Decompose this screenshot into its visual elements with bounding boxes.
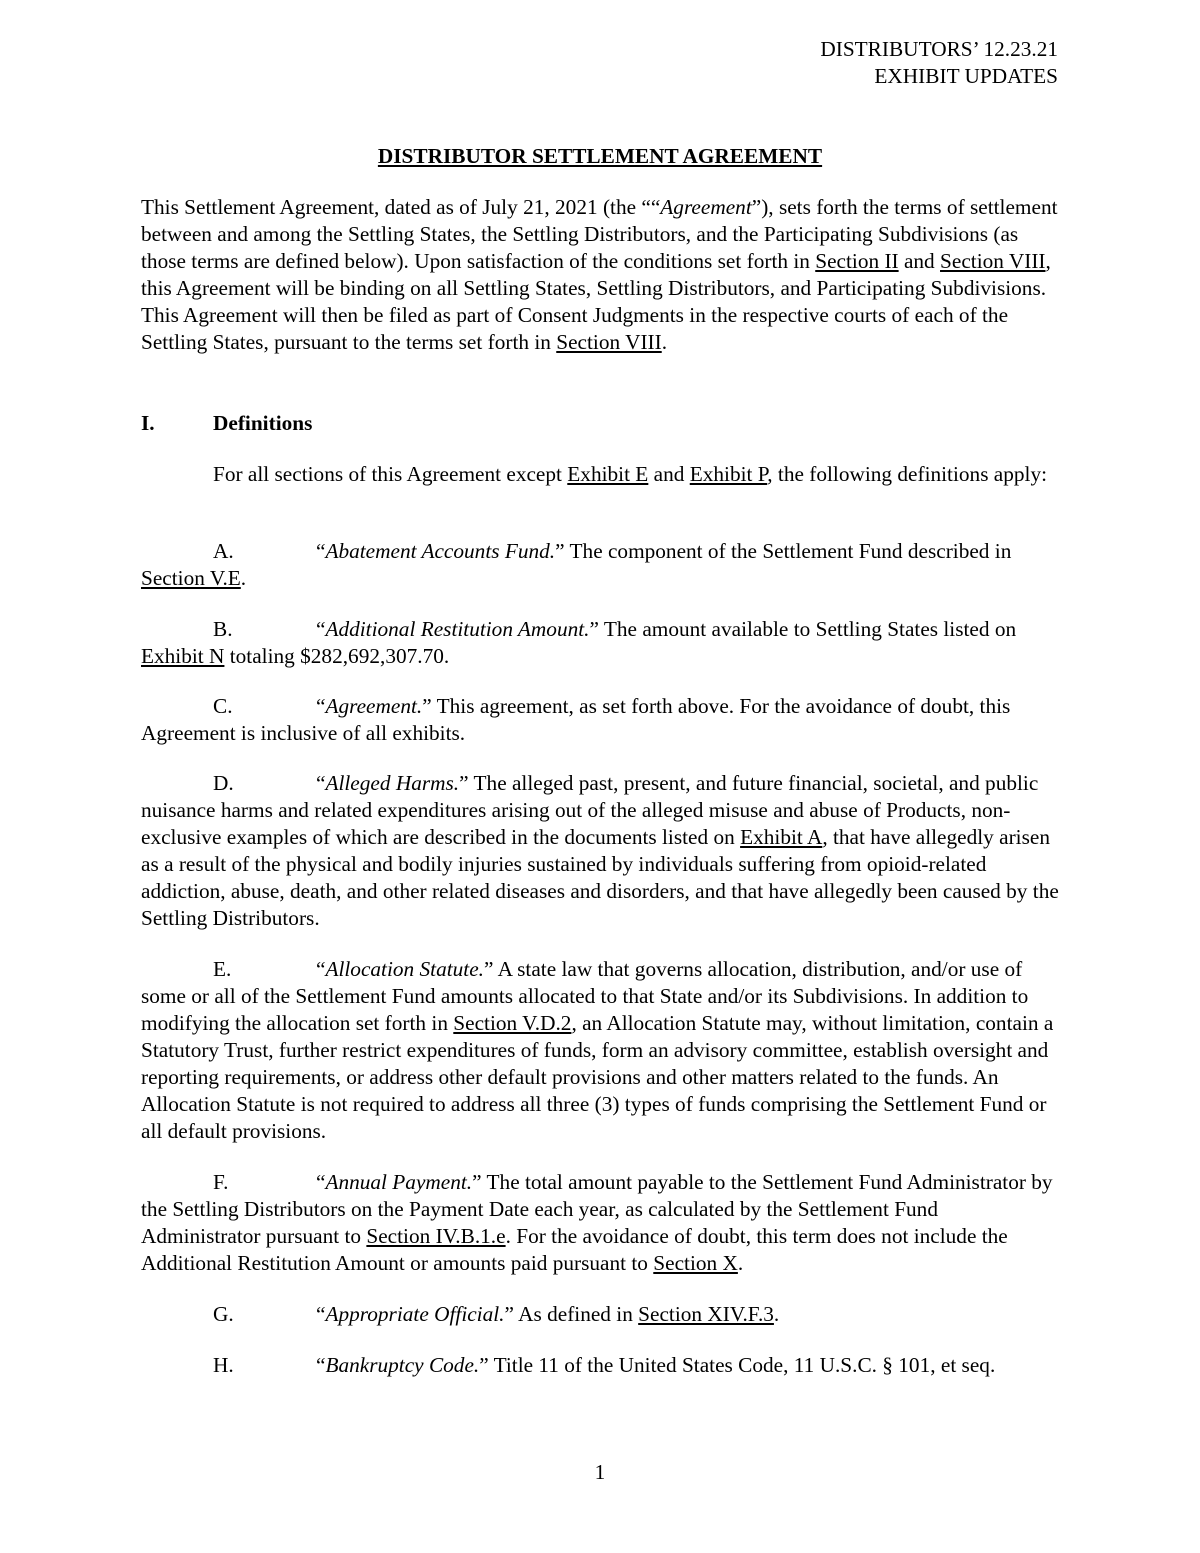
header-line-1: DISTRIBUTORS’ 12.23.21 [820, 37, 1058, 61]
header-line-2: EXHIBIT UPDATES [874, 64, 1058, 88]
definition-f: F. “Annual Payment.” The total amount payable to the Settlement Fund Administrator by the Settling Distributors on the Payment Date each year, as calculated by the Settlement Fund Administrator pursuant to Section IV.B.1.e. For the avoidance of doubt, this term does not include the Additional Restitution Amount or amounts paid pursuant to Section X. [141, 1170, 1053, 1275]
definition-label: G. [213, 1302, 234, 1326]
definition-g: G. “Appropriate Official.” As defined in Section XIV.F.3. [213, 1302, 780, 1326]
cross-reference-link[interactable]: Section V.E [141, 566, 241, 590]
definition-label: B. [213, 617, 233, 641]
page-number: 1 [594, 1460, 606, 1484]
definition-label: D. [213, 771, 234, 795]
definition-a: A. “Abatement Accounts Fund.” The component of the Settlement Fund described in Section V.E. [141, 539, 1012, 590]
defined-term: Bankruptcy Code. [325, 1353, 480, 1377]
definition-label: A. [213, 539, 234, 563]
section-number: I. [141, 411, 155, 435]
defined-term: Appropriate Official. [325, 1302, 505, 1326]
defined-term: Additional Restitution Amount. [325, 617, 590, 641]
section-heading [141, 410, 312, 437]
definition-b: B. “Additional Restitution Amount.” The amount available to Settling States listed on Exhibit N totaling $282,692,307.70. [141, 617, 1017, 668]
document-header [820, 36, 1058, 90]
definition-label: C. [213, 694, 233, 718]
defined-term: Annual Payment. [325, 1170, 473, 1194]
cross-reference-link[interactable]: Section VIII [940, 249, 1046, 273]
defined-term: Agreement [660, 195, 752, 219]
definitions-lead-paragraph: For all sections of this Agreement except Exhibit E and Exhibit P, the following definitions apply: [213, 462, 1048, 486]
definition-d: D. “Alleged Harms.” The alleged past, present, and future financial, societal, and public nuisance harms and related expenditures arising out of the alleged misuse and abuse of Products, non-exclusive examples of which are described in the documents listed on Exhibit A, that have allegedly arisen as a result of the physical and bodily injuries sustained by individuals suffering from opioid-related addiction, abuse, death, and other related diseases and disorders, and that have allegedly been caused by the Settling Distributors. [141, 771, 1059, 930]
cross-reference-link[interactable]: Exhibit E [567, 462, 649, 486]
cross-reference-link[interactable]: Section IV.B.1.e [366, 1224, 506, 1248]
cross-reference-link[interactable]: Exhibit N [141, 644, 225, 668]
defined-term: Allocation Statute. [325, 957, 484, 981]
definition-c: C. “Agreement.” This agreement, as set forth above. For the avoidance of doubt, this Agreement is inclusive of all exhibits. [141, 694, 1011, 745]
cross-reference-link[interactable]: Section V.D.2 [453, 1011, 572, 1035]
cross-reference-link[interactable]: Exhibit A [740, 825, 823, 849]
section-title: Definitions [213, 411, 313, 435]
defined-term: Agreement. [325, 694, 423, 718]
definition-h: H. “Bankruptcy Code.” Title 11 of the United States Code, 11 U.S.C. § 101, et seq. [213, 1353, 996, 1377]
definition-label: F. [213, 1170, 229, 1194]
cross-reference-link[interactable]: Section II [815, 249, 899, 273]
definition-label: E. [213, 957, 232, 981]
intro-paragraph: This Settlement Agreement, dated as of July 21, 2021 (the ““Agreement”), sets forth the terms of settlement between and among the Settling States, the Settling Distributors, and the Participating Subdivisions (as those terms are defined below). Upon satisfaction of the conditions set forth in Section II and Section VIII, this Agreement will be binding on all Settling States, Settling Distributors, and Participating Subdivisions. This Agreement will then be filed as part of Consent Judgments in the respective courts of each of the Settling States, pursuant to the terms set forth in Section VIII. [141, 195, 1058, 354]
defined-term: Alleged Harms. [325, 771, 460, 795]
definition-e: E. “Allocation Statute.” A state law that governs allocation, distribution, and/or use of some or all of the Settlement Fund amounts allocated to that State and/or its Subdivisions. In addition to modifying the allocation set forth in Section V.D.2, an Allocation Statute may, without limitation, contain a Statutory Trust, further restrict expenditures of funds, form an advisory committee, establish oversight and reporting requirements, or address other default provisions and other matters related to the funds. An Allocation Statute is not required to address all three (3) types of funds comprising the Settlement Fund or all default provisions. [141, 957, 1054, 1143]
document-title: DISTRIBUTOR SETTLEMENT AGREEMENT [377, 144, 823, 168]
defined-term: Abatement Accounts Fund. [325, 539, 556, 563]
cross-reference-link[interactable]: Section VIII [556, 330, 662, 354]
cross-reference-link[interactable]: Section XIV.F.3 [638, 1302, 774, 1326]
definition-label: H. [213, 1353, 234, 1377]
cross-reference-link[interactable]: Section X [653, 1251, 738, 1275]
cross-reference-link[interactable]: Exhibit P [689, 462, 768, 486]
